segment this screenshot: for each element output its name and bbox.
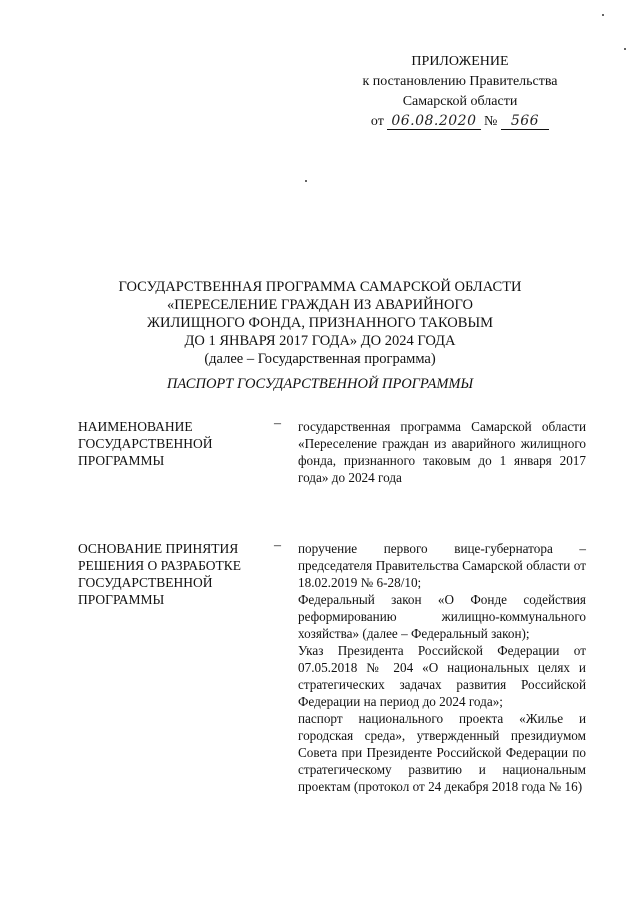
row-2-label	[78, 540, 258, 608]
decree-date: 06.08.2020	[387, 113, 480, 130]
appendix-line-2: Самарской области	[402, 94, 518, 109]
appendix-block	[330, 52, 590, 132]
label-line: ГОСУДАРСТВЕННОЙ	[78, 575, 213, 590]
from-label: от	[370, 114, 384, 129]
passport-heading: ПАСПОРТ ГОСУДАРСТВЕННОЙ ПРОГРАММЫ	[166, 376, 474, 392]
row-1-label	[78, 418, 258, 469]
row-1-dash: –	[274, 416, 281, 431]
label-line: ПРОГРАММЫ	[78, 592, 165, 607]
number-label: №	[484, 114, 498, 129]
title-line: ГОСУДАРСТВЕННАЯ ПРОГРАММА САМАРСКОЙ ОБЛАСТИ	[118, 279, 522, 295]
value-paragraph: Указ Президента Российской Федерации от 07.05.2018 № 204 «О национальных целях и стратегических задачах развития Российской Федерации на период до 2024 года»;	[298, 643, 586, 709]
decree-number: 566	[501, 113, 549, 130]
row-2-value	[298, 540, 586, 795]
title-line: «ПЕРЕСЕЛЕНИЕ ГРАЖДАН ИЗ АВАРИЙНОГО	[167, 297, 473, 313]
title-line: (далее – Государственная программа)	[204, 351, 436, 367]
title-line: ДО 1 ЯНВАРЯ 2017 ГОДА» ДО 2024 ГОДА	[184, 333, 456, 349]
scan-speck	[305, 180, 307, 182]
label-line: ГОСУДАРСТВЕННОЙ	[78, 436, 213, 451]
value-paragraph: государственная программа Самарской области «Переселение граждан из аварийного жилищного фонда, признанного таковым до 1 января 2017 года» до 2024 года	[298, 419, 586, 485]
value-paragraph: поручение первого вице-губернатора – председателя Правительства Самарской области от 18.02.2019 № 6-28/10;	[298, 541, 586, 590]
scan-speck	[602, 14, 604, 16]
label-line: НАИМЕНОВАНИЕ	[78, 419, 193, 434]
label-line: ОСНОВАНИЕ ПРИНЯТИЯ	[78, 541, 239, 556]
appendix-title: ПРИЛОЖЕНИЕ	[411, 54, 509, 69]
row-2-dash: –	[274, 538, 281, 553]
label-line: ПРОГРАММЫ	[78, 453, 165, 468]
label-line: РЕШЕНИЯ О РАЗРАБОТКЕ	[78, 558, 242, 573]
appendix-date-row	[330, 112, 590, 132]
program-title	[60, 278, 580, 368]
value-paragraph: Федеральный закон «О Фонде содействия реформированию жилищно-коммунального хозяйства» (далее – Федеральный закон);	[298, 592, 586, 641]
title-line: ЖИЛИЩНОГО ФОНДА, ПРИЗНАННОГО ТАКОВЫМ	[147, 315, 493, 331]
appendix-line-1: к постановлению Правительства	[362, 74, 558, 89]
scan-speck	[624, 48, 626, 50]
row-1-value	[298, 418, 586, 486]
value-paragraph: паспорт национального проекта «Жилье и городская среда», утвержденный президиумом Совета при Президенте Российской Федерации по стратегическому развитию и национальным проектам (протокол от 24 декабря 2018 года № 16)	[298, 711, 586, 794]
